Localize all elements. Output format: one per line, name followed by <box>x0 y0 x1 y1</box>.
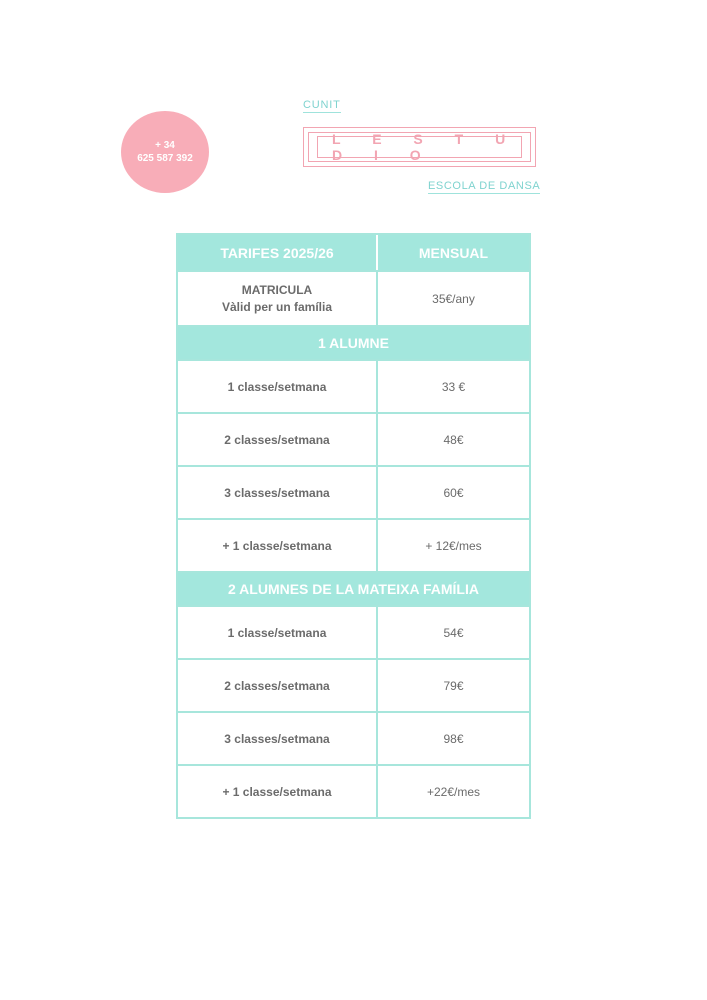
section-one-student: 1 ALUMNE <box>178 325 529 359</box>
table-row <box>178 711 529 764</box>
table-row <box>178 518 529 571</box>
table-row <box>178 605 529 658</box>
studio-logo <box>303 127 536 167</box>
row-price: 60€ <box>443 485 464 500</box>
phone-number: 625 587 392 <box>137 153 193 164</box>
city-label: CUNIT <box>303 99 341 111</box>
registration-row <box>178 270 529 325</box>
row-label: 1 classe/setmana <box>178 361 378 412</box>
row-price: 54€ <box>443 625 464 640</box>
table-row <box>178 658 529 711</box>
row-label: 3 classes/setmana <box>178 467 378 518</box>
phone-prefix: + 34 <box>155 140 175 151</box>
row-price: 33 € <box>441 379 466 394</box>
row-label: 3 classes/setmana <box>178 713 378 764</box>
table-row <box>178 465 529 518</box>
row-price: 48€ <box>443 432 464 447</box>
table-row <box>178 764 529 817</box>
row-label: + 1 classe/setmana <box>178 520 378 571</box>
row-label: + 1 classe/setmana <box>178 766 378 817</box>
table-header <box>178 235 529 270</box>
registration-subtitle: Vàlid per un família <box>221 299 333 314</box>
registration-title: MATRICULA <box>241 282 313 297</box>
row-price: + 12€/mes <box>425 538 482 553</box>
row-price: 79€ <box>443 678 464 693</box>
row-label: 2 classes/setmana <box>178 660 378 711</box>
registration-price: 35€/any <box>432 291 475 306</box>
registration-label <box>178 272 378 325</box>
row-price: 98€ <box>443 731 464 746</box>
phone-badge[interactable] <box>121 111 209 193</box>
logo-text: L E S T U D I O <box>317 136 522 158</box>
row-label: 2 classes/setmana <box>178 414 378 465</box>
row-price: +22€/mes <box>426 784 481 799</box>
school-tagline: ESCOLA DE DANSA <box>428 180 541 192</box>
row-label: 1 classe/setmana <box>178 607 378 658</box>
table-row <box>178 359 529 412</box>
table-row <box>178 412 529 465</box>
price-table <box>176 233 531 819</box>
header-rates: TARIFES 2025/26 <box>178 235 378 270</box>
logo-frame <box>308 132 531 162</box>
header-monthly: MENSUAL <box>418 244 489 261</box>
section-two-students: 2 ALUMNES DE LA MATEIXA FAMÍLIA <box>178 571 529 605</box>
